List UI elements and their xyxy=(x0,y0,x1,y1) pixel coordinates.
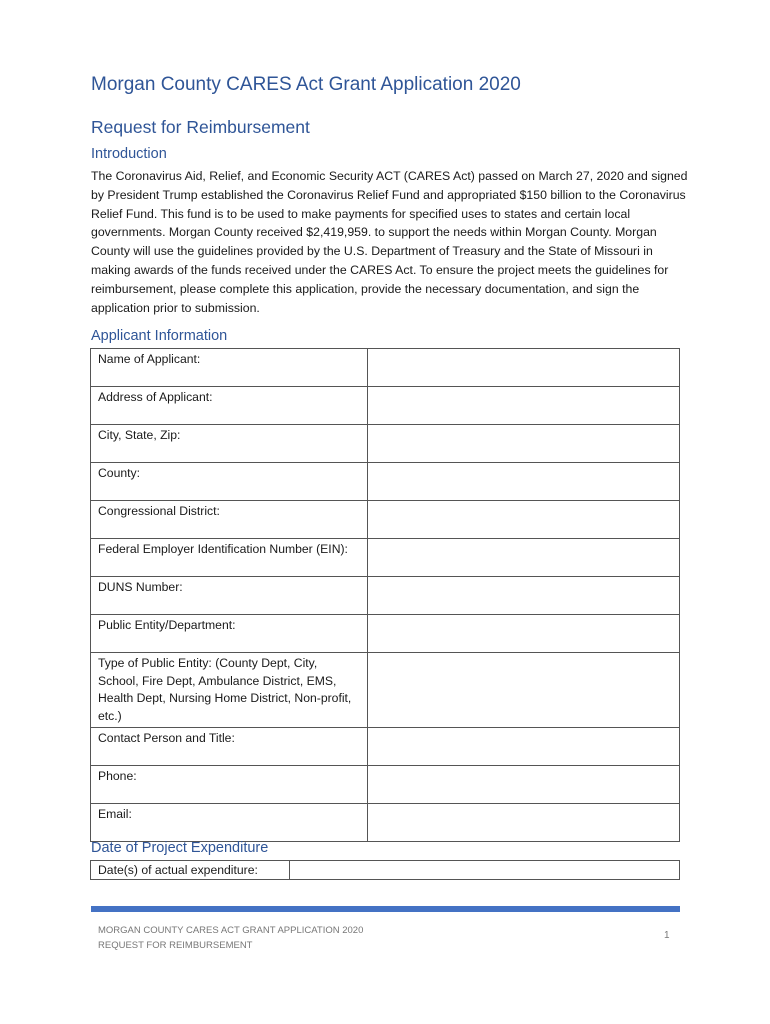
table-row xyxy=(91,766,680,804)
table-row xyxy=(91,861,680,880)
field-label: Name of Applicant: xyxy=(91,349,368,387)
table-row xyxy=(91,425,680,463)
duns-number-field[interactable] xyxy=(368,577,680,615)
document-title: Morgan County CARES Act Grant Application 2020 xyxy=(91,74,521,95)
introduction-paragraph: The Coronavirus Aid, Relief, and Economic Security ACT (CARES Act) passed on March 27, 2020 and signed by President Trump established the Coronavirus Relief Fund and appropriated $150 billion to the Coronavirus Relief Fund. This fund is to be used to make payments for specified uses to states and certain local governments. Morgan County received $2,419,959. to support the needs within Morgan County. Morgan County will use the guidelines provided by the U.S. Department of Treasury and the State of Missouri in making awards of the funds received under the CARES Act. To ensure the project meets the guidelines for reimbursement, please complete this application, provide the necessary documentation, and sign the application prior to submission. xyxy=(91,169,688,315)
ein-field[interactable] xyxy=(368,539,680,577)
table-row xyxy=(91,463,680,501)
field-label: Public Entity/Department: xyxy=(91,615,368,653)
footer-divider xyxy=(91,906,680,912)
field-label: Date(s) of actual expenditure: xyxy=(91,861,290,880)
table-row xyxy=(91,728,680,766)
table-row xyxy=(91,653,680,728)
table-row xyxy=(91,615,680,653)
table-row xyxy=(91,577,680,615)
table-row xyxy=(91,501,680,539)
table-row xyxy=(91,349,680,387)
address-of-applicant-field[interactable] xyxy=(368,387,680,425)
city-state-zip-field[interactable] xyxy=(368,425,680,463)
page-number: 1 xyxy=(664,930,670,941)
email-field[interactable] xyxy=(368,804,680,842)
field-label: Email: xyxy=(91,804,368,842)
field-label: City, State, Zip: xyxy=(91,425,368,463)
expenditure-date-field[interactable] xyxy=(290,861,680,880)
field-label: Type of Public Entity: (County Dept, City, School, Fire Dept, Ambulance District, EMS, Health Dept, Nursing Home District, Non-profit, etc.) xyxy=(91,653,368,728)
field-label: Congressional District: xyxy=(91,501,368,539)
phone-field[interactable] xyxy=(368,766,680,804)
footer-line-2: REQUEST FOR REIMBURSEMENT xyxy=(98,939,253,951)
congressional-district-field[interactable] xyxy=(368,501,680,539)
field-label: Phone: xyxy=(91,766,368,804)
footer-text xyxy=(98,924,363,953)
public-entity-department-field[interactable] xyxy=(368,615,680,653)
document-subtitle: Request for Reimbursement xyxy=(91,117,310,137)
name-of-applicant-field[interactable] xyxy=(368,349,680,387)
expenditure-date-table xyxy=(90,860,680,880)
introduction-heading: Introduction xyxy=(91,146,167,162)
field-label: DUNS Number: xyxy=(91,577,368,615)
county-field[interactable] xyxy=(368,463,680,501)
field-label: Contact Person and Title: xyxy=(91,728,368,766)
contact-person-field[interactable] xyxy=(368,728,680,766)
applicant-information-table xyxy=(90,348,680,842)
applicant-information-heading: Applicant Information xyxy=(91,328,228,344)
type-of-public-entity-field[interactable] xyxy=(368,653,680,728)
date-of-expenditure-heading: Date of Project Expenditure xyxy=(91,840,269,856)
footer-line-1: MORGAN COUNTY CARES ACT GRANT APPLICATION 2020 xyxy=(98,925,364,936)
field-label: County: xyxy=(91,463,368,501)
table-row xyxy=(91,387,680,425)
field-label: Address of Applicant: xyxy=(91,387,368,425)
table-row xyxy=(91,804,680,842)
field-label: Federal Employer Identification Number (EIN): xyxy=(91,539,368,577)
table-row xyxy=(91,539,680,577)
